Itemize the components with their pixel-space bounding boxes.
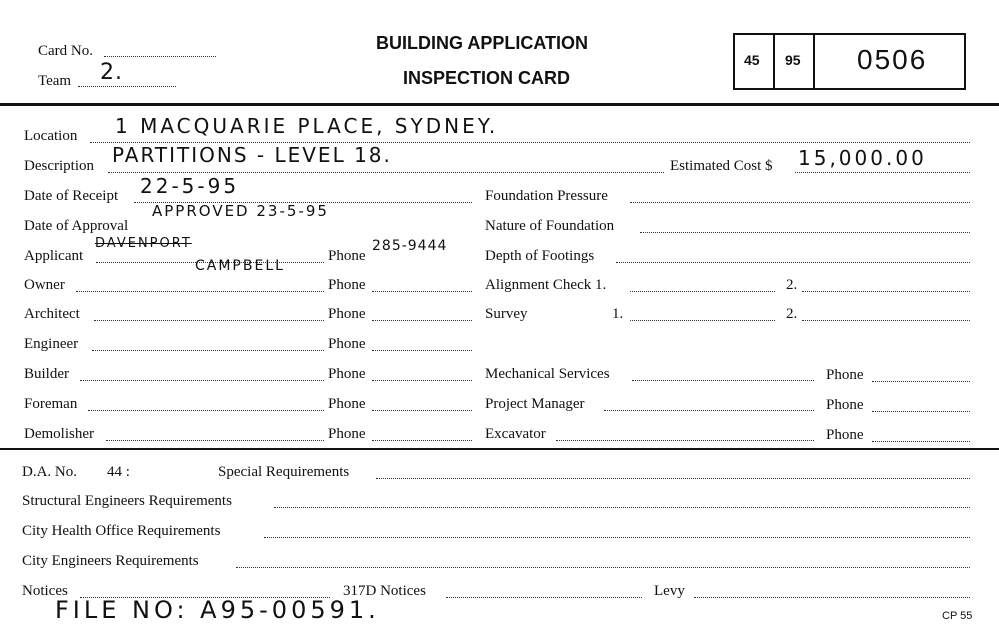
city-engineers-requirements-field[interactable] (236, 567, 970, 568)
card-no-field[interactable] (104, 56, 216, 57)
nature-foundation-field[interactable] (640, 232, 970, 233)
estimated-cost-field[interactable] (795, 172, 970, 173)
owner-phone-label: Phone (328, 277, 366, 293)
project-manager-phone-field[interactable] (872, 411, 970, 412)
nature-foundation-label: Nature of Foundation (485, 218, 615, 234)
engineer-phone-label: Phone (328, 336, 366, 352)
form-title-line1: BUILDING APPLICATION (376, 33, 588, 53)
file-number: FILE NO: A95-00591. (55, 596, 380, 624)
applicant-value-struck: DAVENPORT (95, 236, 192, 251)
form-code: CP 55 (942, 610, 973, 622)
header-rule (0, 103, 999, 106)
owner-label: Owner (24, 277, 65, 293)
demolisher-field[interactable] (106, 440, 324, 441)
description-label: Description (24, 158, 94, 174)
section-rule (0, 448, 999, 450)
survey-label: Survey (485, 306, 528, 322)
alignment-check-2-label: 2. (786, 277, 798, 293)
da-number-label: D.A. No. (22, 464, 77, 480)
location-label: Location (24, 128, 78, 144)
estimated-cost-label: Estimated Cost $ (670, 158, 773, 174)
notices-label: Notices (22, 583, 68, 599)
applicant-label: Applicant (24, 248, 84, 264)
builder-field[interactable] (80, 380, 324, 381)
foreman-field[interactable] (88, 410, 324, 411)
applicant-phone-label: Phone (328, 248, 366, 264)
owner-phone-field[interactable] (372, 291, 472, 292)
survey-2-label: 2. (786, 306, 798, 322)
health-requirements-label: City Health Office Requirements (22, 523, 221, 539)
mechanical-phone-field[interactable] (872, 381, 970, 382)
foreman-phone-label: Phone (328, 396, 366, 412)
structural-requirements-field[interactable] (274, 507, 970, 508)
city-engineers-requirements-label: City Engineers Requirements (22, 553, 199, 569)
engineer-phone-field[interactable] (372, 350, 472, 351)
engineer-label: Engineer (24, 336, 79, 352)
survey-1-label: 1. (612, 306, 624, 322)
alignment-check-2-field[interactable] (802, 291, 970, 292)
description-value: PARTITIONS - LEVEL 18. (112, 143, 392, 167)
date-receipt-value: 22-5-95 (140, 174, 240, 198)
excavator-phone-label: Phone (826, 427, 864, 443)
da-number-value: 44 : (107, 464, 130, 480)
location-value: 1 MACQUARIE PLACE, SYDNEY. (115, 114, 499, 138)
box-divider (773, 35, 775, 88)
box-divider (813, 35, 815, 88)
levy-field[interactable] (694, 597, 970, 598)
owner-field[interactable] (76, 291, 324, 292)
architect-phone-label: Phone (328, 306, 366, 322)
form-title-line2: INSPECTION CARD (403, 68, 571, 88)
special-requirements-label: Special Requirements (218, 464, 350, 480)
box-cell-2: 95 (785, 52, 801, 68)
date-approval-label: Date of Approval (24, 218, 129, 234)
project-manager-phone-label: Phone (826, 397, 864, 413)
box-cell-1: 45 (744, 52, 760, 68)
notices-317d-field[interactable] (446, 597, 642, 598)
demolisher-label: Demolisher (24, 426, 94, 442)
notices-317d-label: 317D Notices (343, 583, 426, 599)
mechanical-services-label: Mechanical Services (485, 366, 610, 382)
builder-phone-label: Phone (328, 366, 366, 382)
alignment-check-label: Alignment Check 1. (485, 277, 607, 293)
project-manager-label: Project Manager (485, 396, 585, 412)
depth-footings-label: Depth of Footings (485, 248, 595, 264)
team-label: Team (38, 73, 72, 89)
builder-phone-field[interactable] (372, 380, 472, 381)
card-no-label: Card No. (38, 43, 93, 59)
date-approval-value: APPROVED 23-5-95 (152, 202, 329, 220)
project-manager-field[interactable] (604, 410, 814, 411)
mechanical-phone-label: Phone (826, 367, 864, 383)
foundation-pressure-field[interactable] (630, 202, 970, 203)
special-requirements-field[interactable] (376, 478, 970, 479)
team-value: 2. (100, 60, 123, 85)
foreman-phone-field[interactable] (372, 410, 472, 411)
demolisher-phone-label: Phone (328, 426, 366, 442)
description-field[interactable] (108, 172, 664, 173)
alignment-check-1-field[interactable] (630, 291, 775, 292)
survey-2-field[interactable] (802, 320, 970, 321)
excavator-field[interactable] (556, 440, 814, 441)
date-receipt-label: Date of Receipt (24, 188, 119, 204)
excavator-phone-field[interactable] (872, 441, 970, 442)
survey-1-field[interactable] (630, 320, 775, 321)
excavator-label: Excavator (485, 426, 546, 442)
estimated-cost-value: 15,000.00 (798, 146, 927, 170)
health-requirements-field[interactable] (264, 537, 970, 538)
applicant-phone-value: 285-9444 (372, 238, 448, 254)
mechanical-services-field[interactable] (632, 380, 814, 381)
structural-requirements-label: Structural Engineers Requirements (22, 493, 232, 509)
engineer-field[interactable] (92, 350, 324, 351)
builder-label: Builder (24, 366, 69, 382)
architect-field[interactable] (94, 320, 324, 321)
foreman-label: Foreman (24, 396, 78, 412)
box-cell-3: 0506 (857, 44, 928, 75)
architect-phone-field[interactable] (372, 320, 472, 321)
depth-footings-field[interactable] (616, 262, 970, 263)
demolisher-phone-field[interactable] (372, 440, 472, 441)
foundation-pressure-label: Foundation Pressure (485, 188, 608, 204)
applicant-value: CAMPBELL (195, 258, 285, 274)
team-field[interactable] (78, 86, 176, 87)
card-number-box (733, 33, 966, 90)
levy-label: Levy (654, 583, 685, 599)
architect-label: Architect (24, 306, 80, 322)
